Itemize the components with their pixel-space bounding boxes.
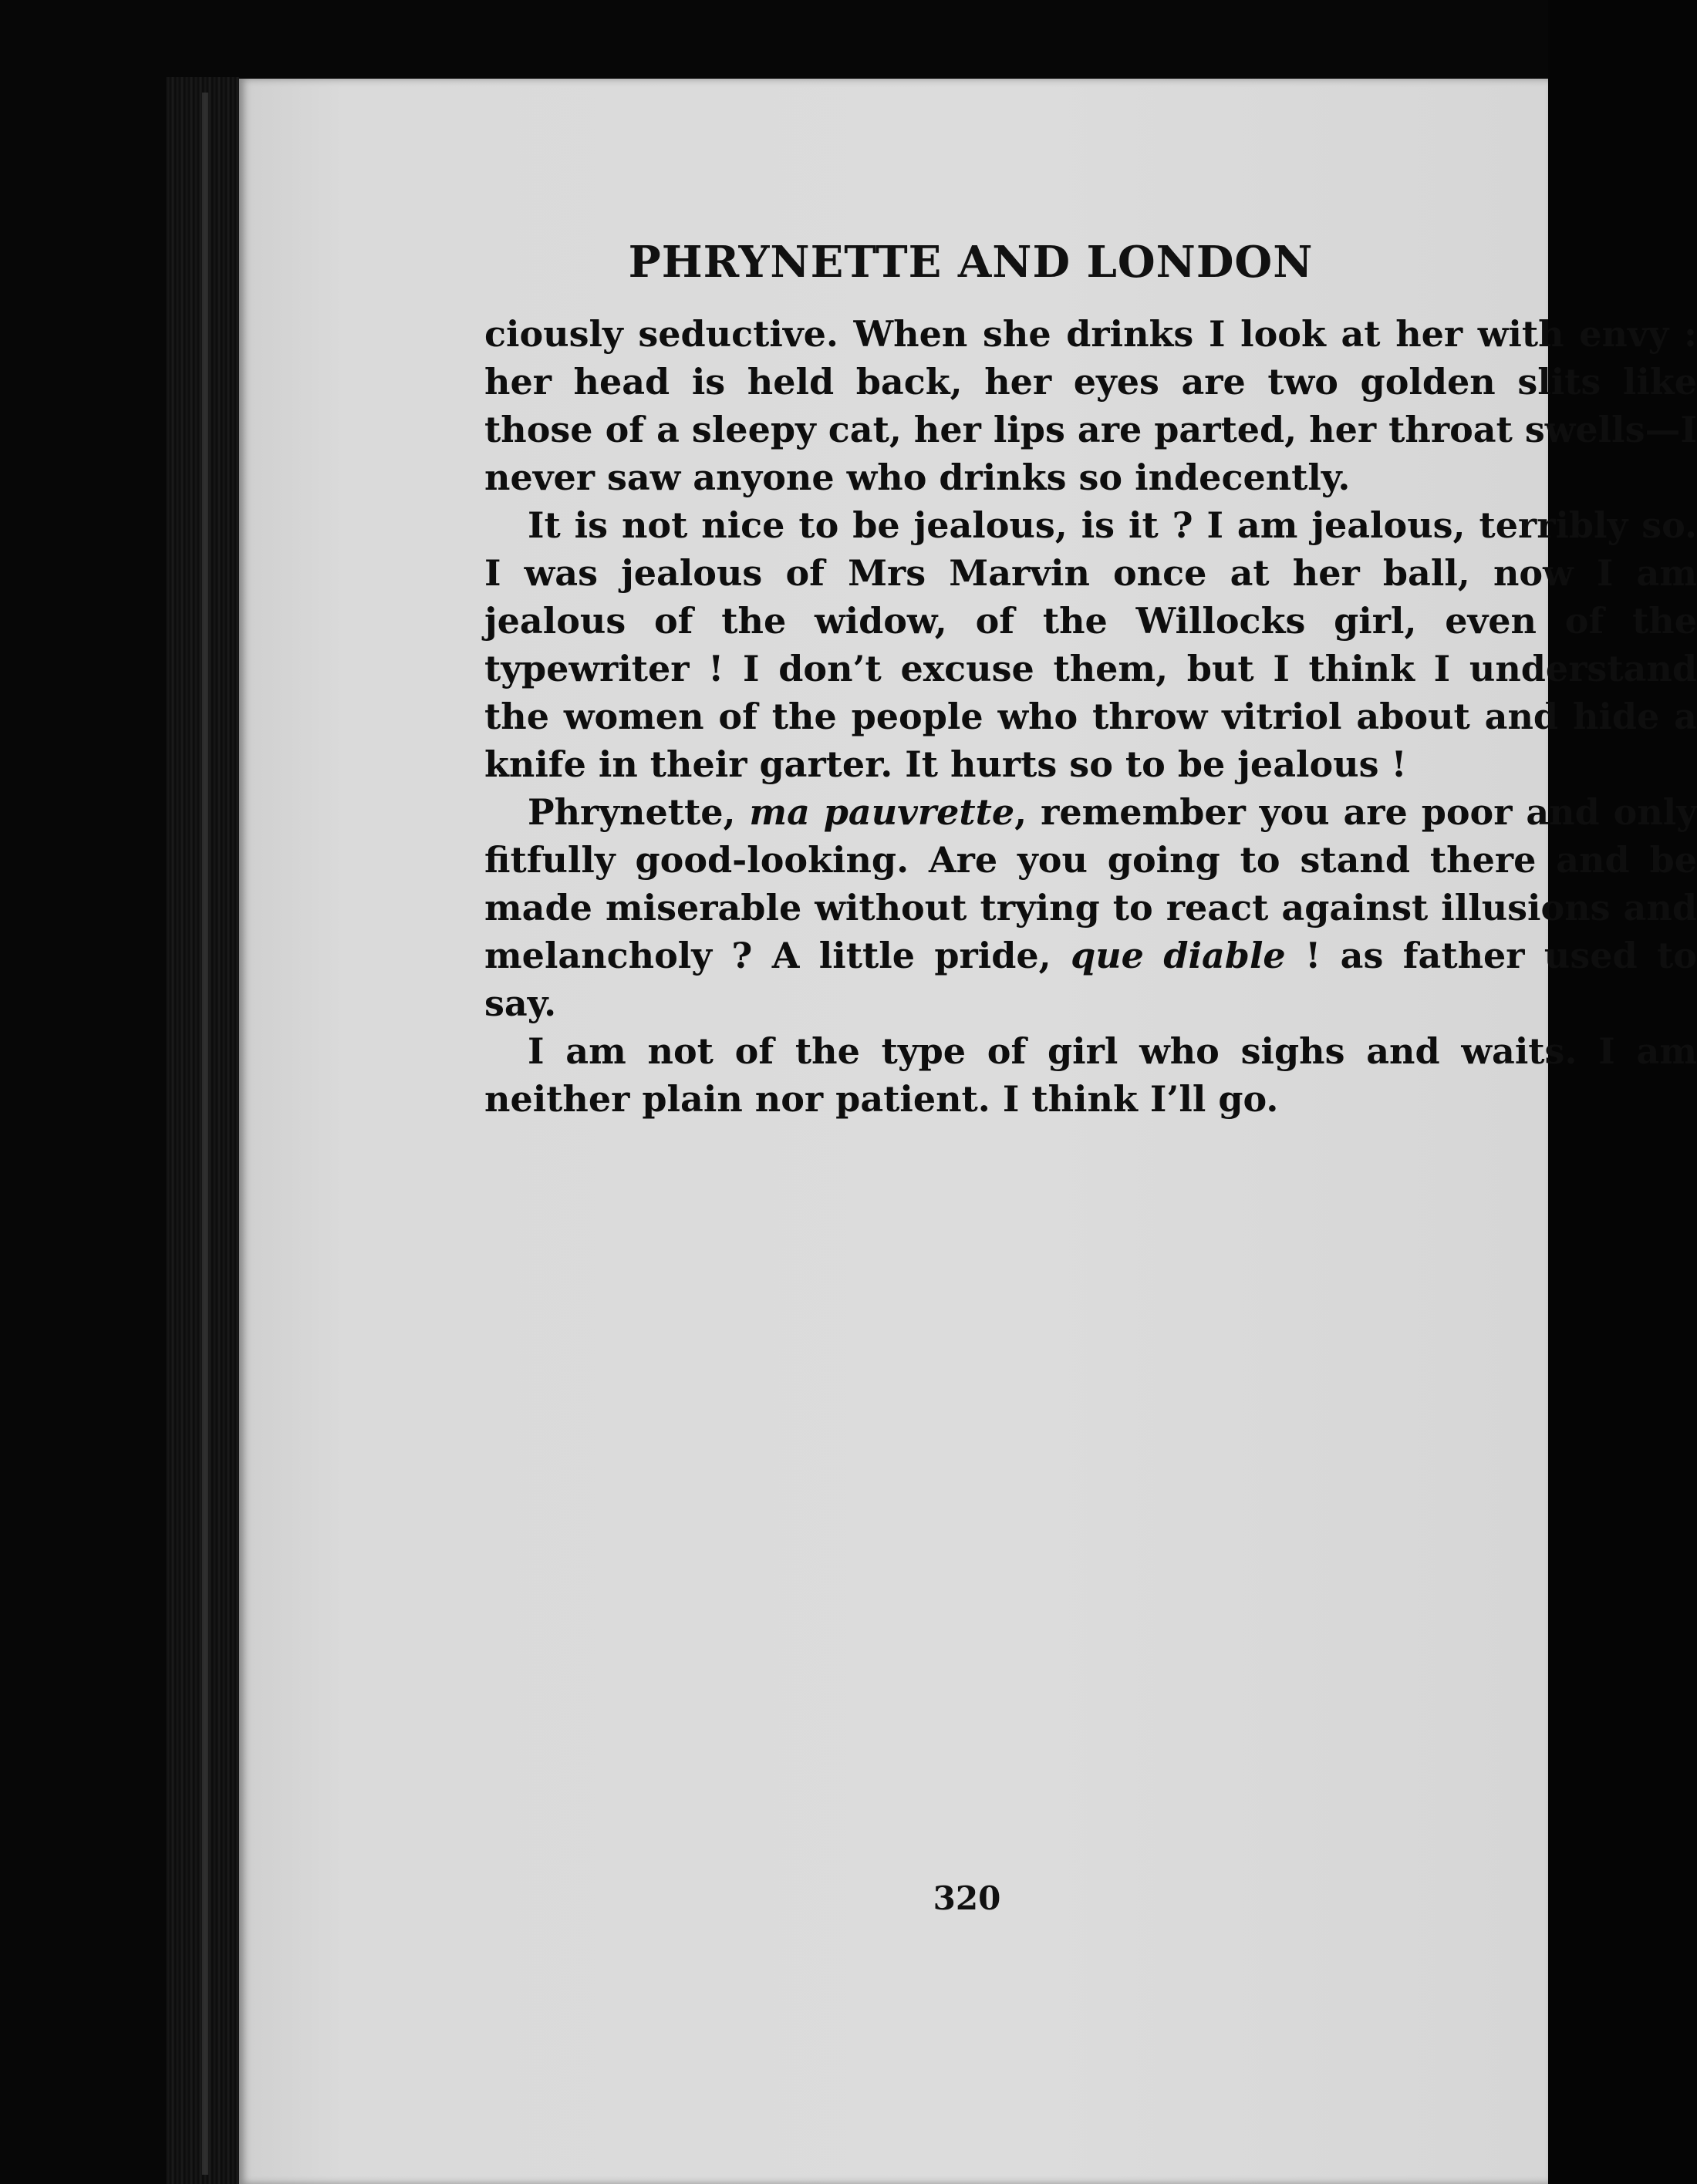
binding-highlight bbox=[202, 93, 208, 2175]
paragraph-3-italic-que-diable: que diable bbox=[1071, 935, 1286, 976]
running-title: PHRYNETTE AND LONDON bbox=[628, 237, 1314, 288]
paragraph-3-italic-ma-pauvrette: ma pauvrette bbox=[749, 791, 1015, 833]
paragraph-2: It is not nice to be jealous, is it ? I am jealous, terribly so. I was jealous of Mrs Marvin once at her ball, now I am jealous of the widow, of the Willocks girl, even of the typewriter ! I don’t excuse them, but I think I understand the women of the people who throw vitriol about and hide a knife in their garter. It hurts so to be jealous ! bbox=[484, 504, 1697, 785]
paragraph-3 bbox=[484, 788, 1697, 1027]
body-text bbox=[484, 310, 1697, 1123]
paragraph-4: I am not of the type of girl who sighs and waits. I am neither plain nor patient. I think I’ll go. bbox=[484, 1030, 1697, 1120]
paragraph-3-text-c: , remember you are poor and only fitfully good-looking. Are you going to stand there and be made miserable without trying to react against illusions and melancholy ? A little pride, bbox=[484, 791, 1697, 976]
page-number: 320 bbox=[933, 1879, 1001, 1917]
book-page bbox=[239, 79, 1697, 2184]
paragraph-3-text-e: ! as father used to say. bbox=[484, 935, 1697, 1024]
paragraph-3-text-a: Phrynette, bbox=[528, 791, 750, 833]
paragraph-1: ciously seductive. When she drinks I look at her with envy : her head is held back, her eyes are two golden slits like those of a sleepy cat, her lips are parted, her throat swells—I never saw anyone who drinks so indecently. bbox=[484, 313, 1697, 498]
